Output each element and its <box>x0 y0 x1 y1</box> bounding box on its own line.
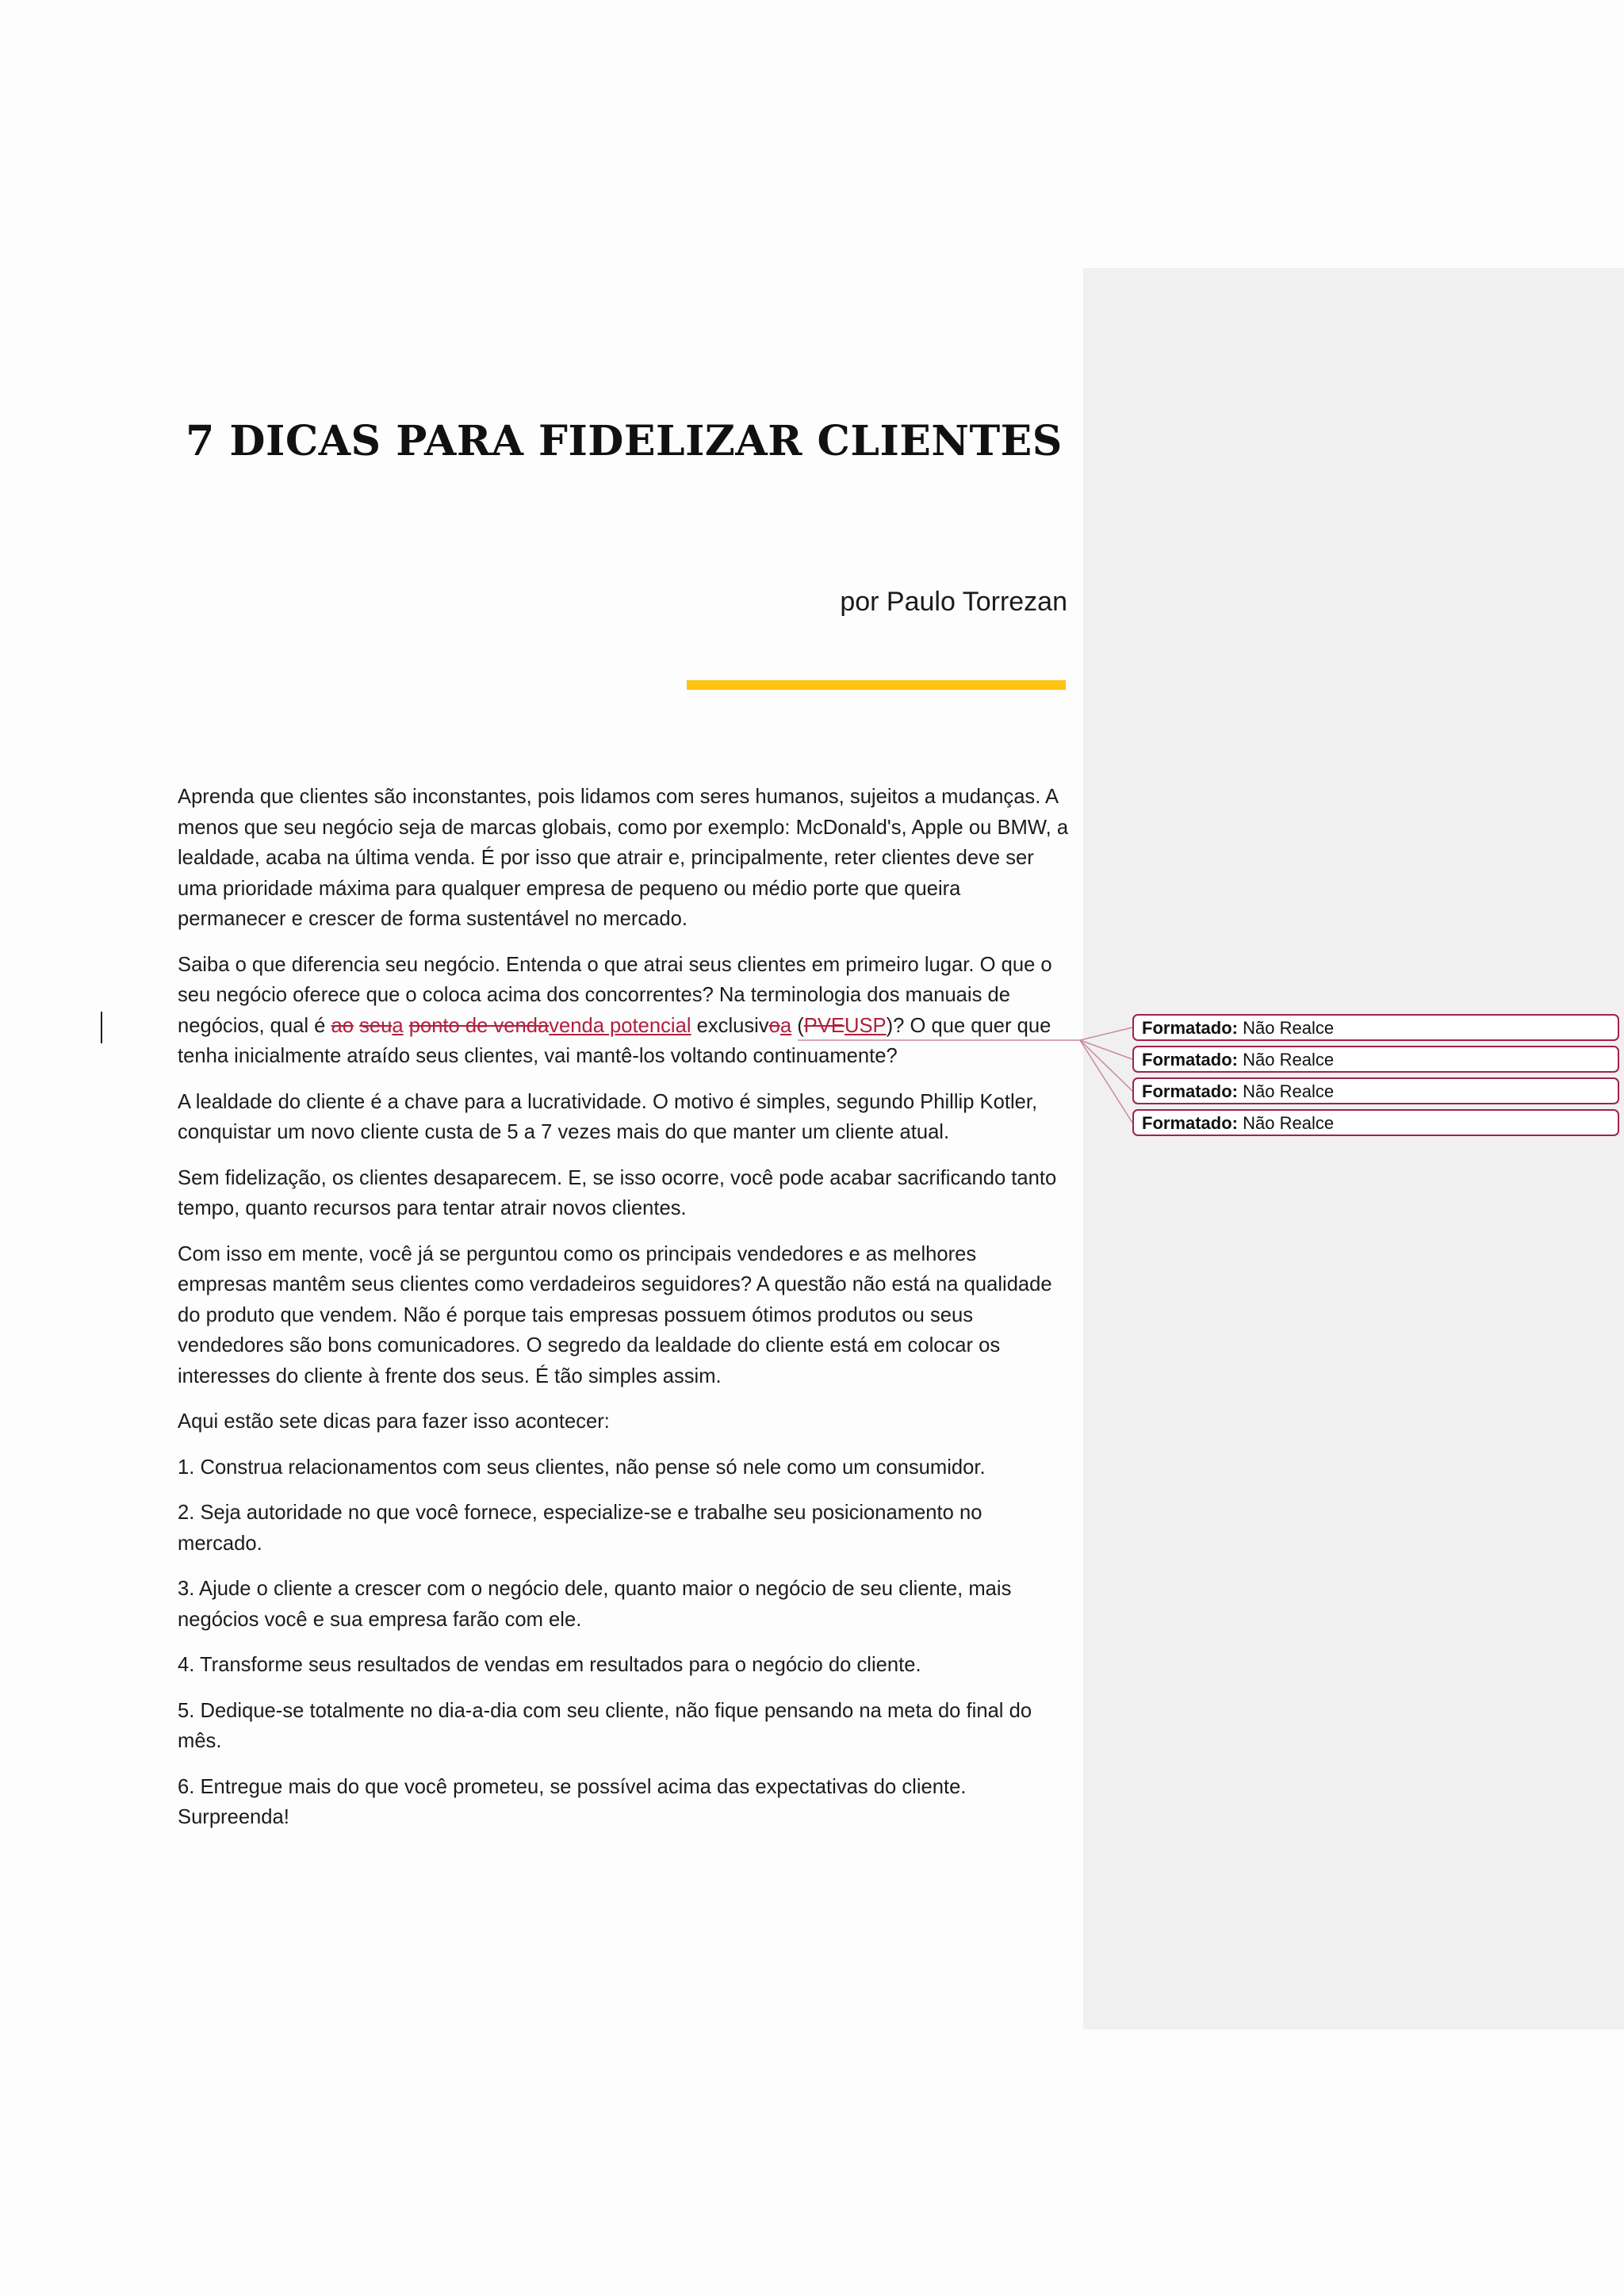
inserted-text[interactable]: USP <box>844 1014 887 1037</box>
tip-item: 5. Dedique-se totalmente no dia-a-dia com seu cliente, não fique pensando na meta do final do mês. <box>178 1699 1032 1752</box>
tip-item: 3. Ajude o cliente a crescer com o negócio dele, quanto maior o negócio de seu cliente, mais negócios você e sua empresa farão com ele. <box>178 1578 1012 1631</box>
accent-bar <box>687 680 1066 690</box>
paragraph: Sem fidelização, os clientes desaparecem. E, se isso ocorre, você pode acabar sacrificando tanto tempo, quanto recursos para tentar atrair novos clientes. <box>178 1166 1057 1219</box>
tip-item: 4. Transforme seus resultados de vendas em resultados para o negócio do cliente. <box>178 1654 921 1676</box>
text-run: exclusiv <box>691 1014 769 1037</box>
comment-label: Formatado: <box>1142 1081 1238 1101</box>
comment-balloon[interactable] <box>1132 1014 1619 1041</box>
text-run: )? O que quer que tenha inicialmente atraído seus clientes, vai mantê-los voltando continuamente? <box>178 1014 1051 1067</box>
tip-item: 1. Construa relacionamentos com seus clientes, não pense só nele como um consumidor. <box>178 1456 986 1479</box>
text-run: Saiba o que diferencia seu negócio. Entenda o que atrai seus clientes em primeiro lugar. O que o seu negócio oferece que o coloca acima dos concorrentes? Na terminologia dos manuais de negócios, qual é <box>178 953 1052 1037</box>
paragraph: A lealdade do cliente é a chave para a lucratividade. O motivo é simples, segundo Phillip Kotler, conquistar um novo cliente custa de 5 a 7 vezes mais do que manter um cliente atual. <box>178 1090 1038 1143</box>
markup-pane <box>1083 268 1624 2030</box>
comment-label: Formatado: <box>1142 1050 1238 1070</box>
comment-text: Não Realce <box>1243 1050 1335 1070</box>
text-run <box>404 1015 409 1037</box>
tip-item: 2. Seja autoridade no que você fornece, especialize-se e trabalhe seu posicionamento no mercado. <box>178 1502 982 1555</box>
document-body[interactable] <box>178 782 1071 1848</box>
deleted-text[interactable]: o <box>768 1014 780 1037</box>
tip-item: 6. Entregue mais do que você prometeu, se possível acima das expectativas do cliente. Surpreenda! <box>178 1775 967 1828</box>
deleted-text[interactable]: ao <box>331 1014 354 1037</box>
comment-balloon[interactable] <box>1132 1077 1619 1104</box>
paragraph: Aprenda que clientes são inconstantes, pois lidamos com seres humanos, sujeitos a mudanças. A menos que seu negócio seja de marcas globais, como por exemplo: McDonald's, Apple ou BMW, a lealdade, acaba na última venda. É por isso que atrair e, principalmente, reter clientes deve ser uma prioridade máxima para qualquer empresa de pequeno ou médio porte que queira permanecer e crescer de forma sustentável no mercado. <box>178 786 1069 930</box>
paragraph: Com isso em mente, você já se perguntou como os principais vendedores e as melhores empresas mantêm seus clientes como verdadeiros seguidores? A questão não está na qualidade do produto que vendem. Não é porque tais empresas possuem ótimos produtos ou seus vendedores são bons comunicadores. O segredo da lealdade do cliente está em colocar os interesses do cliente à frente dos seus. É tão simples assim. <box>178 1242 1052 1387</box>
comment-label: Formatado: <box>1142 1018 1238 1038</box>
change-bar <box>101 1012 102 1043</box>
inserted-text[interactable]: a <box>392 1014 404 1037</box>
author-line: por Paulo Torrezan <box>840 587 1067 617</box>
comment-balloon[interactable] <box>1132 1109 1619 1136</box>
paragraph: Aqui estão sete dicas para fazer isso acontecer: <box>178 1410 610 1433</box>
deleted-text[interactable]: seu <box>359 1014 393 1037</box>
comment-balloon[interactable] <box>1132 1046 1619 1073</box>
deleted-text[interactable]: ponto de venda <box>408 1014 550 1037</box>
inserted-text[interactable]: a <box>779 1014 792 1037</box>
paragraph-with-revisions <box>178 950 1071 1072</box>
document-title: 7 DICAS PARA FIDELIZAR CLIENTES <box>186 417 1063 465</box>
comment-text: Não Realce <box>1243 1081 1335 1101</box>
deleted-text[interactable]: PVE <box>803 1014 845 1037</box>
comment-text: Não Realce <box>1243 1018 1335 1038</box>
inserted-text[interactable]: venda potencial <box>549 1014 691 1037</box>
comment-text: Não Realce <box>1243 1113 1335 1133</box>
comment-label: Formatado: <box>1142 1113 1238 1133</box>
text-run: ( <box>791 1014 804 1037</box>
